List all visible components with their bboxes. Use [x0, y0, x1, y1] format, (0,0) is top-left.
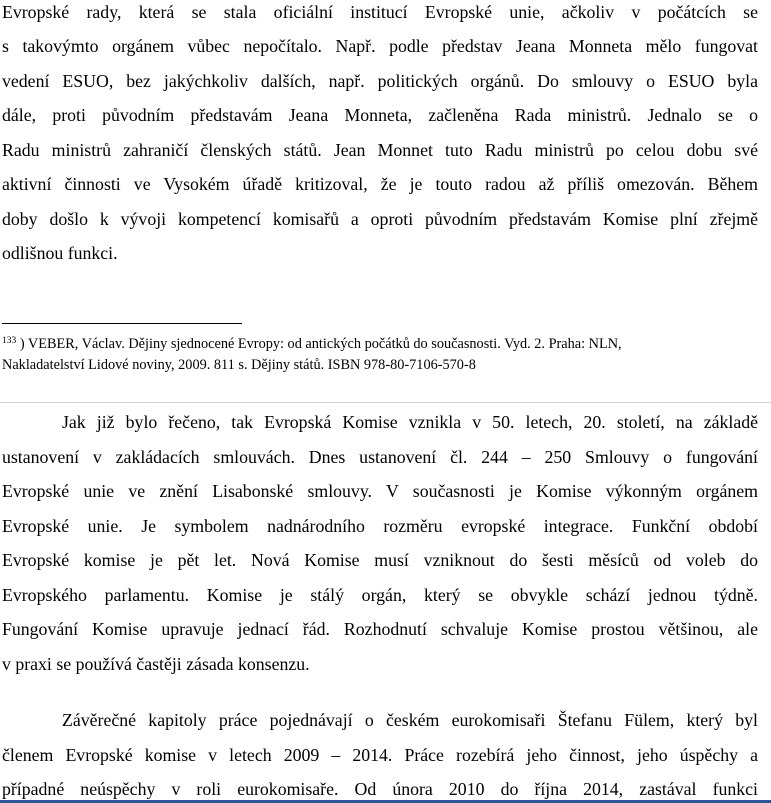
footnote-number: 133 [2, 336, 17, 346]
page-separator [0, 402, 771, 403]
paragraph-line: členem Evropské komise v letech 2009 – 2014. Práce rozebírá jeho činnost, jeho úspěchy a [2, 745, 758, 765]
paragraph-line: odlišnou funkci. [2, 243, 118, 263]
paragraph-line: dále, proti původním představám Jeana Monneta, začleněna Rada ministrů. Jednalo se o [2, 105, 758, 125]
paragraph-line: Evropského parlamentu. Komise je stálý orgán, který se obvykle schází jednou týdně. [2, 585, 758, 605]
footnote [2, 336, 742, 352]
paragraph-line: Evropské unie ve znění Lisabonské smlouvy. V současnosti je Komise výkonným orgánem [2, 481, 758, 501]
paragraph-line: Fungování Komise upravuje jednací řád. Rozhodnutí schvaluje Komise prostou většinou, ale [2, 619, 758, 639]
footnote-separator [2, 323, 242, 324]
paragraph-line: vedení ESUO, bez jakýchkoliv dalších, např. politických orgánů. Do smlouvy o ESUO byla [2, 71, 758, 91]
paragraph-line: případné neúspěchy v roli eurokomisaře. Od února 2010 do října 2014, zastával funkci [2, 779, 758, 799]
paragraph-line: ustanovení v zakládacích smlouvách. Dnes ustanovení čl. 244 – 250 Smlouvy o fungování [2, 447, 758, 467]
paragraph-line: Evropské komise je pět let. Nová Komise musí vzniknout do šesti měsíců od voleb do [2, 550, 758, 570]
paragraph-line: s takovýmto orgánem vůbec nepočítalo. Např. podle představ Jeana Monneta mělo fungovat [2, 36, 758, 56]
footnote-text: Nakladatelství Lidové noviny, 2009. 811 s. Dějiny států. ISBN 978-80-7106-570-8 [2, 357, 476, 373]
document-page-bottom [0, 404, 771, 800]
paragraph-line: v praxi se používá častěji zásada konsenzu. [2, 654, 310, 674]
paragraph-line: Jak již bylo řečeno, tak Evropská Komise vznikla v 50. letech, 20. století, na základě [62, 412, 758, 432]
paragraph-line: Radu ministrů zahraničí členských států. Jean Monnet tuto Radu ministrů po celou dobu své [2, 140, 758, 160]
footnote-text: ) VEBER, Václav. Dějiny sjednocené Evropy: od antických počátků do současnosti. Vyd. 2. Praha: NLN, [16, 336, 622, 352]
paragraph-line: Evropské rady, která se stala oficiální institucí Evropské unie, ačkoliv v počátcích se [2, 2, 758, 22]
paragraph-line: doby došlo k vývoji kompetencí komisařů a oproti původním představám Komise plní zřejmě [2, 209, 758, 229]
paragraph-line: Závěrečné kapitoly práce pojednávají o českém eurokomisaři Štefanu Fülem, který byl [62, 710, 758, 730]
paragraph-line: aktivní činnosti ve Vysokém úřadě kritizoval, že je touto radou až příliš omezován. Během [2, 174, 758, 194]
paragraph-line: Evropské unie. Je symbolem nadnárodního rozměru evropské integrace. Funkční období [2, 516, 758, 536]
